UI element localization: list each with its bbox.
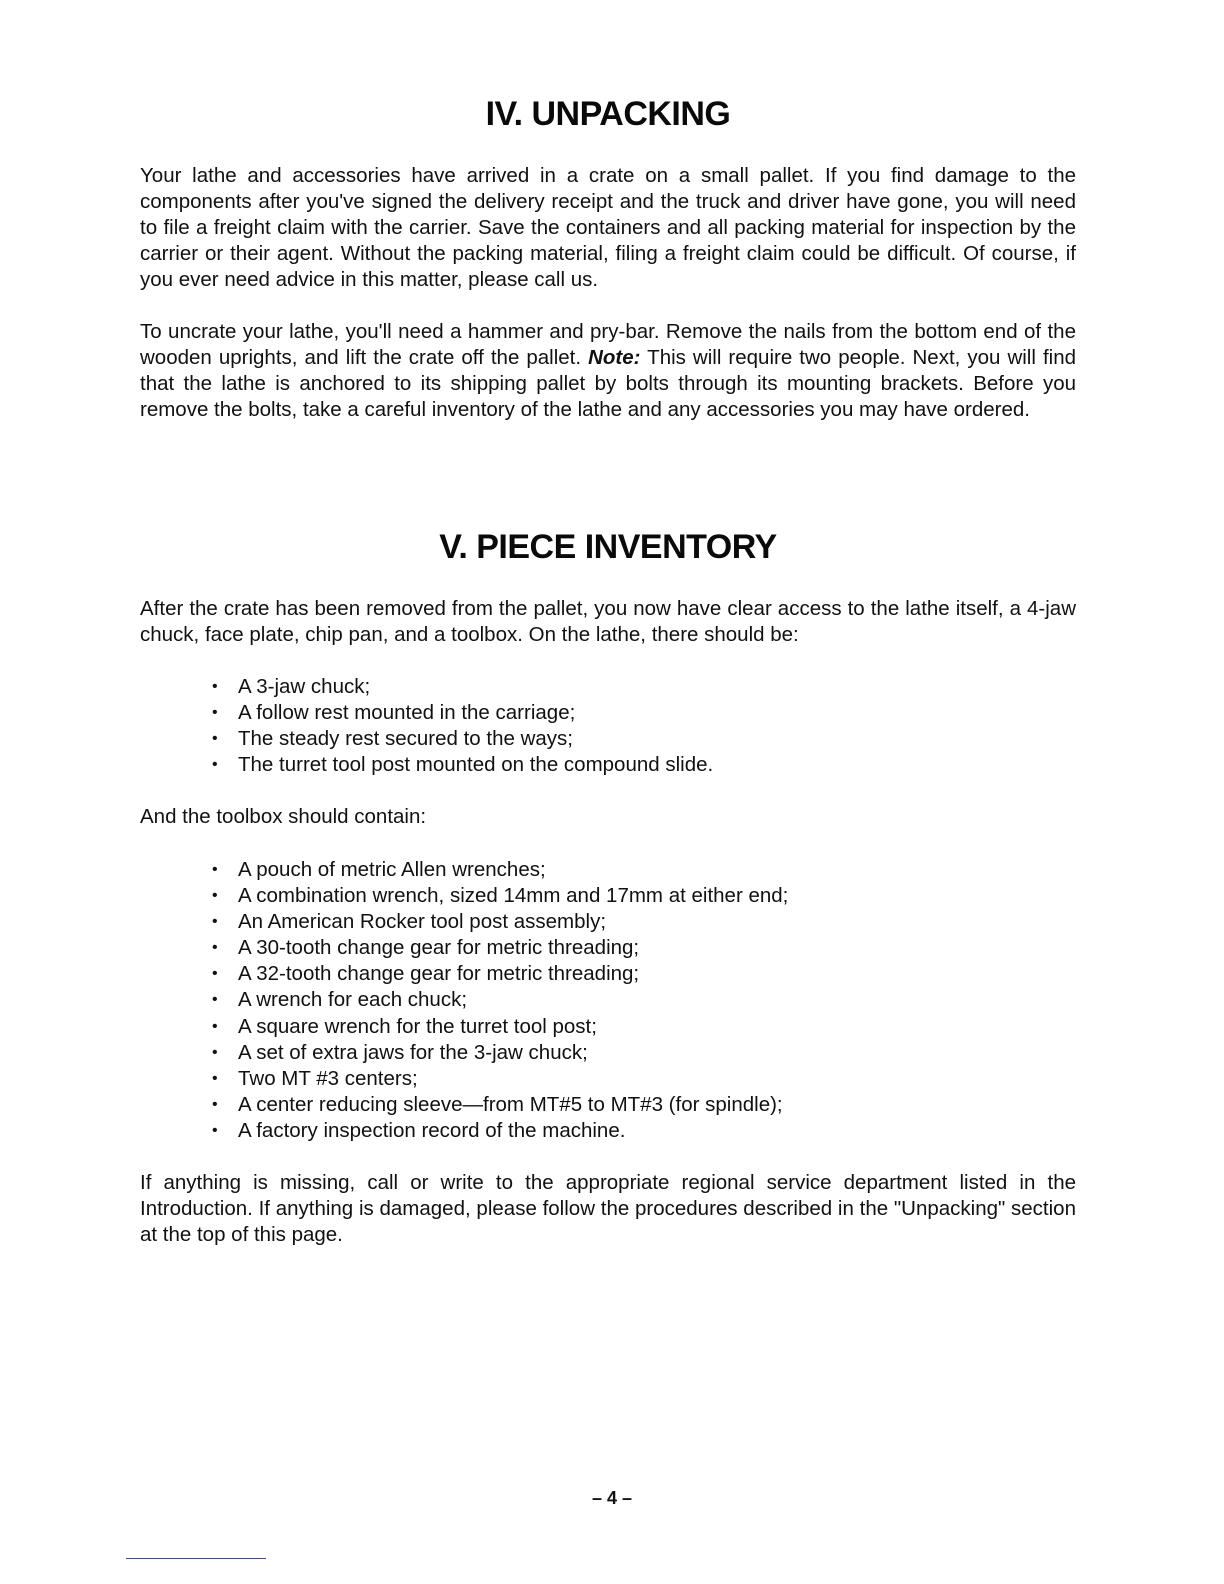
list-item: • A 32-tooth change gear for metric threading; xyxy=(212,961,788,987)
note-label: Note: xyxy=(588,346,641,369)
inventory-intro xyxy=(140,596,1076,648)
toolbox-intro-text: And the toolbox should contain: xyxy=(140,805,427,828)
list-item: • A wrench for each chuck; xyxy=(212,987,788,1013)
unpacking-paragraph-2 xyxy=(140,319,1076,423)
list-item: • The steady rest secured to the ways; xyxy=(212,726,713,752)
toolbox-items-list xyxy=(212,857,788,1144)
inventory-intro-text: After the crate has been removed from the pallet, you now have clear access to the lathe itself, a 4-jaw chuck, face plate, chip pan, and a toolbox. On the lathe, there should be: xyxy=(140,597,1076,646)
list-item: • A follow rest mounted in the carriage; xyxy=(212,700,713,726)
list-item: • A 3-jaw chuck; xyxy=(212,674,713,700)
toolbox-intro xyxy=(140,804,1076,830)
paragraph-2-before-note: To uncrate your lathe, you'll need a hammer and pry-bar. Remove the nails from the bottom end of the wooden uprights, and lift the crate off the pallet. xyxy=(140,320,1076,369)
list-item: • The turret tool post mounted on the compound slide. xyxy=(212,752,713,778)
unpacking-paragraph-1-text: Your lathe and accessories have arrived in a crate on a small pallet. If you find damage to the components after you've signed the delivery receipt and the truck and driver have gone, you will need to file a freight claim with the carrier. Save the containers and all packing material for inspection by the carrier or their agent. Without the packing material, filing a freight claim could be difficult. Of course, if you ever need advice in this matter, please call us. xyxy=(140,164,1076,291)
page-number: – 4 – xyxy=(591,1488,633,1508)
list-item: • A set of extra jaws for the 3-jaw chuck; xyxy=(212,1040,788,1066)
unpacking-paragraph-1 xyxy=(140,163,1076,293)
list-item: • A center reducing sleeve—from MT#5 to MT#3 (for spindle); xyxy=(212,1092,788,1118)
list-item: • A factory inspection record of the machine. xyxy=(212,1118,788,1144)
heading-unpacking: IV. UNPACKING xyxy=(485,95,731,133)
list-item: • A square wrench for the turret tool post; xyxy=(212,1014,788,1040)
unpacking-paragraph-2-text xyxy=(140,319,1076,423)
footer-divider xyxy=(126,1558,266,1559)
lathe-items-list xyxy=(212,674,713,778)
heading-piece-inventory: V. PIECE INVENTORY xyxy=(439,528,777,566)
list-item: • A combination wrench, sized 14mm and 17mm at either end; xyxy=(212,883,788,909)
paragraph-2-after-note: This will require two people. Next, you will find that the lathe is anchored to its shipping pallet by bolts through its mounting brackets. Before you remove the bolts, take a careful inventory of the lathe and any accessories you may have ordered. xyxy=(140,346,1076,421)
list-item: • Two MT #3 centers; xyxy=(212,1066,788,1092)
closing-paragraph xyxy=(140,1170,1076,1248)
list-item: • A 30-tooth change gear for metric threading; xyxy=(212,935,788,961)
list-item: • A pouch of metric Allen wrenches; xyxy=(212,857,788,883)
closing-paragraph-text: If anything is missing, call or write to the appropriate regional service department listed in the Introduction. If anything is damaged, please follow the procedures described in the "Unpacking" section at the top of this page. xyxy=(140,1171,1076,1246)
list-item: • An American Rocker tool post assembly; xyxy=(212,909,788,935)
